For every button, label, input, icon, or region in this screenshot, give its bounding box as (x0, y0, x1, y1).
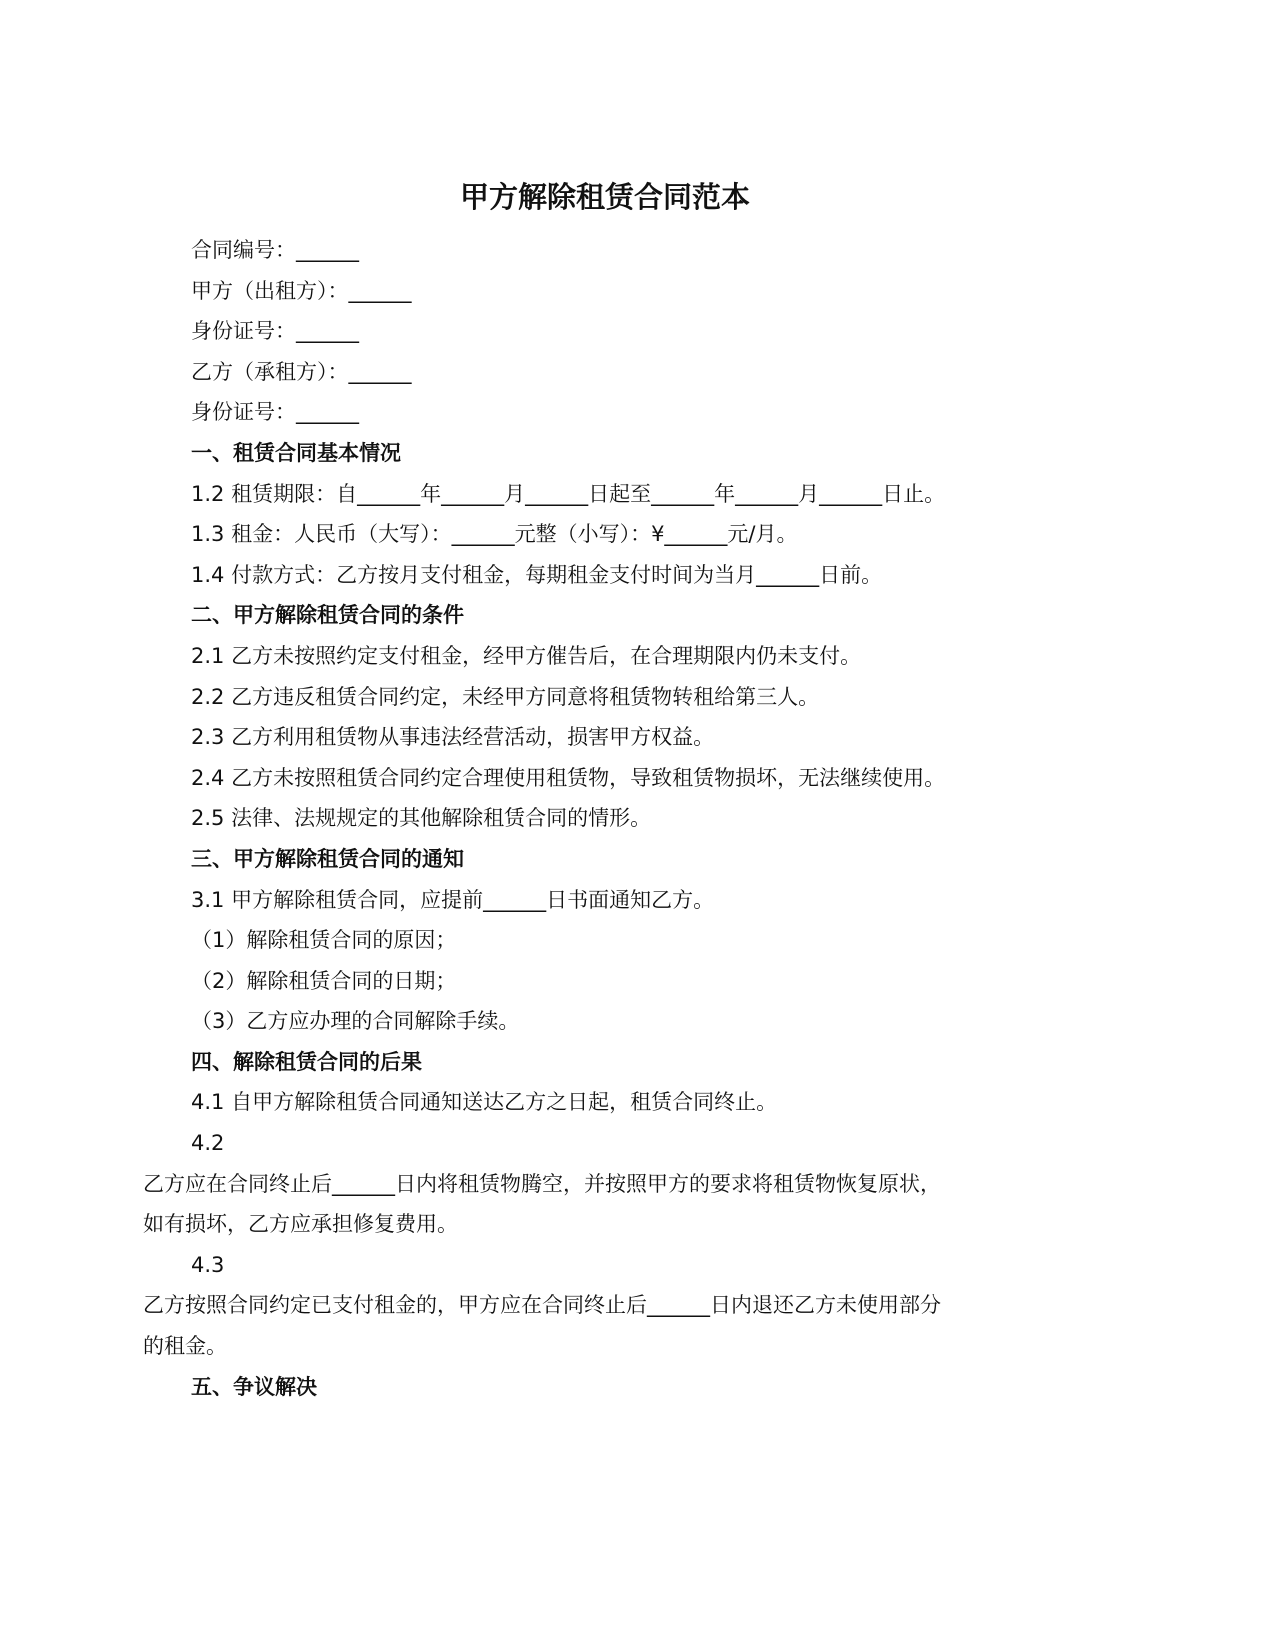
party-b-id-field: 身份证号：______ (191, 400, 359, 425)
clause: 3.1 甲方解除租赁合同，应提前______日书面通知乙方。 (191, 887, 715, 912)
document-body (143, 230, 1063, 1407)
contract-number-field: 合同编号：______ (191, 238, 359, 262)
clause-text: 如有损坏，乙方应承担修复费用。 (143, 1212, 458, 1237)
clause-number: 4.3 (191, 1252, 225, 1277)
clause: 4.1 自甲方解除租赁合同通知送达乙方之日起，租赁合同终止。 (191, 1090, 778, 1115)
section-heading: 四、解除租赁合同的后果 (191, 1049, 422, 1074)
section-heading: 二、甲方解除租赁合同的条件 (191, 603, 464, 628)
clause-text: 乙方按照合同约定已支付租金的，甲方应在合同终止后______日内退还乙方未使用部分 (143, 1293, 941, 1318)
section-heading: 一、租赁合同基本情况 (191, 440, 401, 465)
clause: 1.2 租赁期限：自______年______月______日起至______年______月______日止。 (191, 481, 946, 506)
clause-text: 的租金。 (143, 1334, 227, 1359)
clause-number: 4.2 (191, 1131, 225, 1156)
clause: （3）乙方应办理的合同解除手续。 (191, 1009, 520, 1034)
clause: 2.1 乙方未按照约定支付租金，经甲方催告后，在合理期限内仍未支付。 (191, 643, 862, 668)
party-a-field: 甲方（出租方）：______ (191, 278, 412, 303)
section-heading: 三、甲方解除租赁合同的通知 (191, 846, 464, 871)
clause: 1.3 租金：人民币（大写）：______元整（小写）：¥______元/月。 (191, 522, 798, 547)
clause: 2.5 法律、法规规定的其他解除租赁合同的情形。 (191, 806, 652, 831)
clause: 2.3 乙方利用租赁物从事违法经营活动，损害甲方权益。 (191, 725, 715, 750)
section-heading: 五、争议解决 (191, 1374, 317, 1399)
clause: （1）解除租赁合同的原因； (191, 928, 457, 953)
clause: （2）解除租赁合同的日期； (191, 968, 457, 993)
clause: 1.4 付款方式：乙方按月支付租金，每期租金支付时间为当月______日前。 (191, 562, 883, 587)
document-title: 甲方解除租赁合同范本 (459, 180, 750, 214)
party-b-field: 乙方（承租方）：______ (191, 359, 412, 384)
party-a-id-field: 身份证号：______ (191, 319, 359, 344)
clause-text: 乙方应在合同终止后______日内将租赁物腾空，并按照甲方的要求将租赁物恢复原状， (143, 1171, 941, 1196)
clause: 2.4 乙方未按照租赁合同约定合理使用租赁物，导致租赁物损坏，无法继续使用。 (191, 765, 946, 790)
clause: 2.2 乙方违反租赁合同约定，未经甲方同意将租赁物转租给第三人。 (191, 684, 820, 709)
